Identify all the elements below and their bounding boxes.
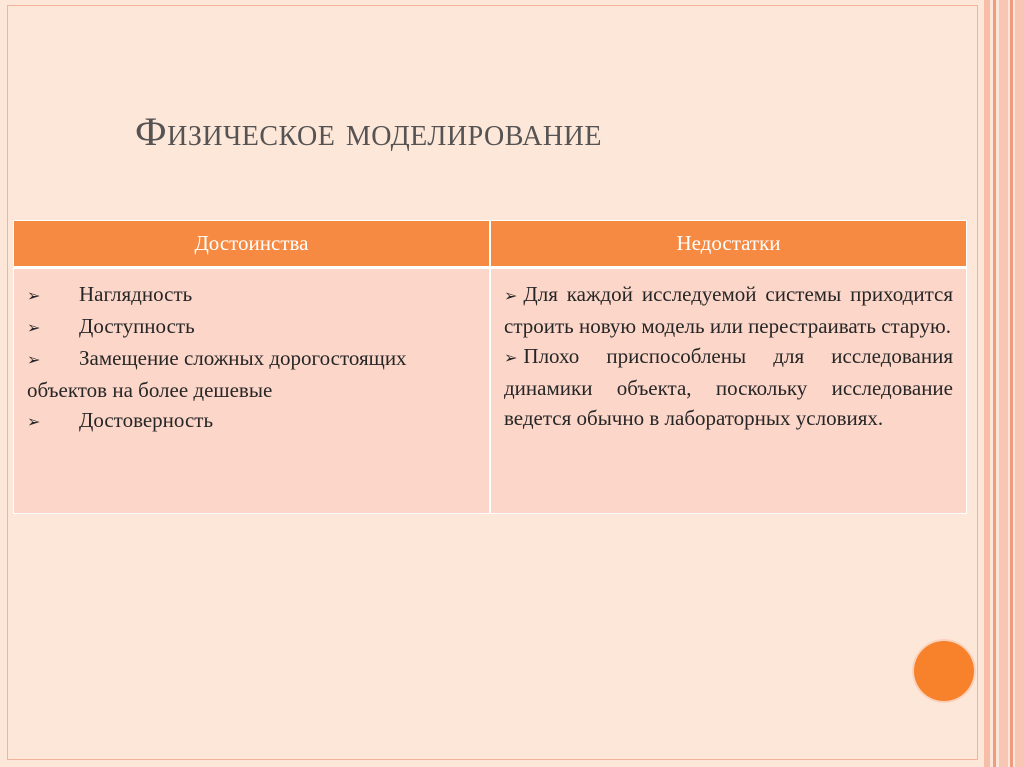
advantages-list	[27, 279, 477, 437]
list-item	[27, 405, 477, 437]
list-item	[27, 311, 477, 343]
comparison-table	[13, 220, 967, 514]
arrowhead-bullet-icon: ➢	[504, 348, 518, 367]
arrowhead-bullet-icon: ➢	[27, 350, 41, 369]
decorative-stripe	[984, 0, 990, 767]
advantage-text: Наглядность	[79, 282, 193, 306]
arrowhead-bullet-icon: ➢	[27, 286, 41, 305]
disadvantages-list	[504, 279, 953, 433]
orange-circle-icon	[914, 641, 974, 701]
advantage-text: Доступность	[79, 314, 195, 338]
decorative-stripe	[1015, 0, 1024, 767]
decorative-stripe	[999, 0, 1008, 767]
disadvantage-text: Плохо приспособлены для исследования динамики объекта, поскольку исследование ведется обычно в лабораторных условиях.	[504, 344, 953, 430]
header-disadvantages: Недостатки	[490, 221, 967, 268]
table-row	[14, 268, 967, 514]
decorative-stripe	[993, 0, 996, 767]
arrowhead-bullet-icon: ➢	[27, 318, 41, 337]
arrowhead-bullet-icon: ➢	[504, 286, 518, 305]
list-item	[27, 343, 477, 405]
decorative-stripe	[1010, 0, 1013, 767]
list-item	[504, 279, 953, 341]
disadvantages-cell	[490, 268, 967, 514]
list-item	[504, 341, 953, 433]
slide-title: Физическое моделирование	[135, 109, 602, 154]
arrowhead-bullet-icon: ➢	[27, 412, 41, 431]
list-item	[27, 279, 477, 311]
disadvantage-text: Для каждой исследуемой системы приходится строить новую модель или перестраивать старую.	[504, 282, 953, 338]
advantage-text: Достоверность	[79, 408, 214, 432]
table-header-row	[14, 221, 967, 268]
advantages-cell	[14, 268, 491, 514]
advantage-text: Замещение сложных дорогостоящих объектов на более дешевые	[27, 346, 407, 402]
header-advantages: Достоинства	[14, 221, 491, 268]
